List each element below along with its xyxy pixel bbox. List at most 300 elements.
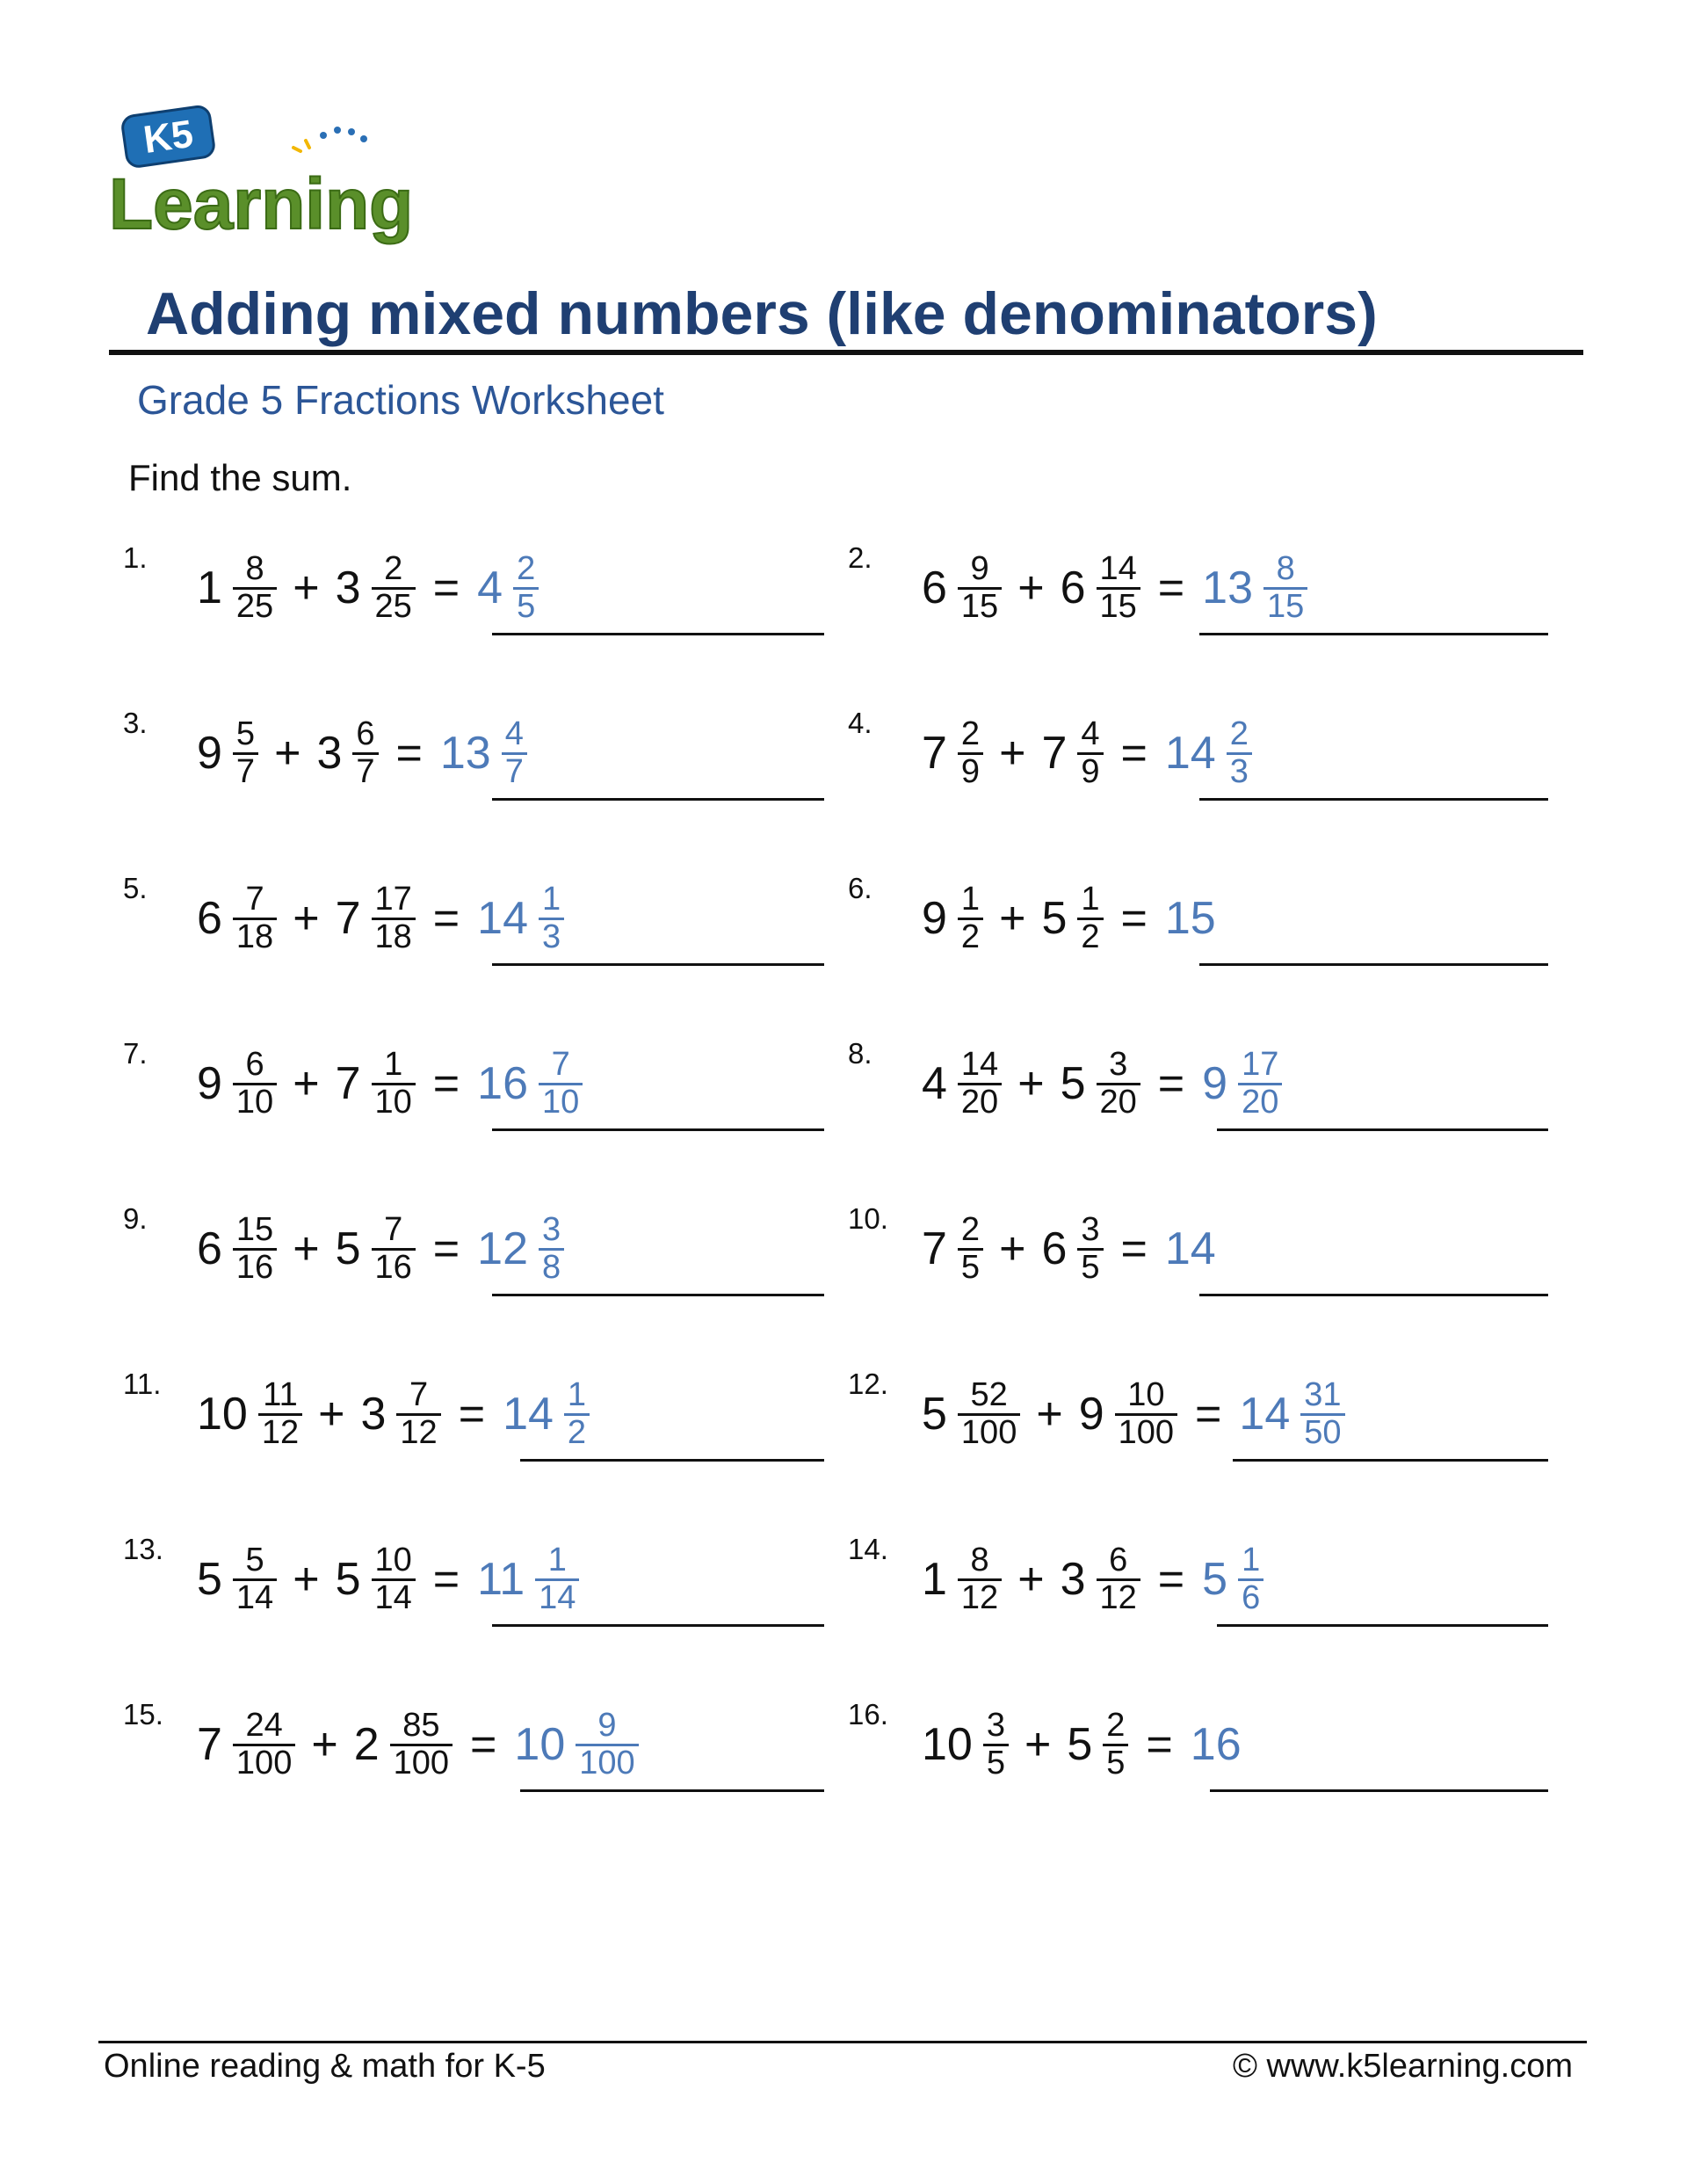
problem-item [848, 1035, 1551, 1132]
addend-a-numerator: 2 [960, 715, 981, 752]
addend-a-numerator: 11 [263, 1375, 298, 1413]
addend-a-fraction [233, 1543, 277, 1616]
addend-a-denominator: 100 [233, 1744, 295, 1781]
answer-fraction [539, 882, 564, 955]
addend-a-denominator: 16 [233, 1248, 277, 1286]
addend-a-denominator: 100 [958, 1413, 1020, 1451]
addend-b-numerator: 1 [384, 1045, 403, 1083]
addend-b-fraction [372, 1045, 416, 1121]
problem-number: 3. [123, 707, 148, 739]
answer-line [492, 1128, 824, 1131]
plus-sign: + [274, 728, 301, 779]
answer-numerator: 31 [1304, 1375, 1342, 1413]
addend-a-fraction [233, 1706, 295, 1781]
plus-sign: + [293, 1223, 320, 1274]
addend-b-numerator: 7 [409, 1375, 429, 1413]
answer-whole: 14 [1164, 1223, 1216, 1274]
answer-value [1156, 892, 1227, 945]
plus-sign: + [318, 1389, 345, 1440]
addend-a-numerator: 1 [960, 880, 981, 918]
equals-sign: = [1157, 562, 1185, 613]
worksheet-subtitle: Grade 5 Fractions Worksheet [137, 377, 664, 423]
answer-numerator: 1 [567, 1375, 587, 1413]
addend-b-numerator: 17 [374, 880, 412, 918]
addend-a-numerator: 8 [970, 1541, 989, 1578]
answer-value [1230, 1375, 1344, 1451]
answer-fraction [1238, 1045, 1282, 1121]
answer-value [1193, 1045, 1282, 1121]
answer-line [1199, 963, 1548, 966]
answer-line [492, 963, 824, 966]
addend-a-whole: 6 [922, 562, 947, 613]
addend-b-whole: 7 [335, 1058, 361, 1109]
addend-b-denominator: 100 [1115, 1413, 1177, 1451]
addend-b-whole: 3 [335, 562, 361, 613]
addend-a-denominator: 12 [958, 1578, 1002, 1616]
answer-denominator: 15 [1263, 587, 1307, 625]
addend-b-fraction [372, 1210, 416, 1286]
problem-number: 13. [123, 1533, 163, 1565]
addend-b-whole: 5 [1060, 1058, 1086, 1109]
answer-whole: 14 [503, 1389, 554, 1440]
answer-line [520, 1789, 824, 1792]
addend-b-whole: 3 [1060, 1554, 1086, 1605]
problem-item [123, 870, 826, 967]
addend-b-fraction [390, 1706, 453, 1781]
addend-a-numerator: 9 [970, 549, 989, 587]
answer-denominator: 3 [539, 918, 564, 955]
plus-sign: + [311, 1719, 338, 1770]
addend-a-denominator: 7 [233, 752, 258, 790]
addend-a-whole: 7 [922, 728, 947, 779]
addend-a-fraction [958, 1045, 1002, 1121]
answer-line [1217, 1128, 1548, 1131]
answer-whole: 5 [1202, 1554, 1228, 1605]
worksheet-title: Adding mixed numbers (like denominators) [146, 280, 1378, 347]
problem-expression [922, 1201, 1227, 1297]
addend-b-whole: 6 [1060, 562, 1086, 613]
addend-b-numerator: 1 [1081, 880, 1100, 918]
addend-a-numerator: 24 [245, 1706, 283, 1744]
addend-a-whole: 9 [197, 728, 222, 779]
answer-fraction [1300, 1375, 1344, 1451]
answer-fraction [1263, 549, 1307, 625]
svg-text:Learning: Learning [109, 164, 413, 244]
plus-sign: + [1017, 1554, 1045, 1605]
addend-b-denominator: 12 [1097, 1578, 1140, 1616]
answer-line [492, 633, 824, 635]
addend-b-fraction [396, 1375, 440, 1451]
problem-item [848, 1531, 1551, 1628]
answer-whole: 16 [1190, 1719, 1242, 1770]
problem-expression [197, 1696, 639, 1793]
answer-fraction [1238, 1543, 1263, 1616]
addend-a-denominator: 14 [233, 1578, 277, 1616]
addend-b-whole: 5 [335, 1223, 361, 1274]
plus-sign: + [999, 893, 1026, 944]
addend-a-numerator: 3 [986, 1706, 1005, 1744]
addend-a-fraction [233, 717, 258, 790]
answer-denominator: 14 [535, 1578, 579, 1616]
answer-numerator: 8 [1276, 549, 1295, 587]
answer-value [468, 1210, 564, 1286]
addend-b-denominator: 14 [372, 1578, 416, 1616]
answer-numerator: 2 [517, 549, 536, 587]
answer-whole: 11 [477, 1554, 525, 1605]
answer-line [520, 1459, 824, 1462]
equals-sign: = [1120, 1223, 1148, 1274]
answer-line [1199, 633, 1548, 635]
addend-a-whole: 10 [197, 1389, 248, 1440]
answer-whole: 13 [439, 728, 491, 779]
problem-item [848, 1696, 1551, 1793]
equals-sign: = [432, 1554, 460, 1605]
addend-a-fraction [233, 1210, 277, 1286]
addend-a-denominator: 10 [233, 1083, 277, 1121]
answer-denominator: 7 [502, 752, 527, 790]
addend-a-whole: 7 [197, 1719, 222, 1770]
problem-expression [922, 870, 1227, 967]
answer-value [1182, 1718, 1252, 1771]
addend-a-whole: 9 [922, 893, 947, 944]
addend-b-fraction [1097, 1543, 1140, 1616]
answer-denominator: 50 [1300, 1413, 1344, 1451]
addend-b-numerator: 2 [384, 549, 403, 587]
answer-line [492, 798, 824, 801]
addend-b-whole: 9 [1078, 1389, 1104, 1440]
problem-expression [197, 870, 564, 967]
answer-fraction [513, 549, 539, 625]
addend-a-whole: 6 [197, 1223, 222, 1274]
problem-number: 1. [123, 541, 148, 574]
addend-b-denominator: 15 [1097, 587, 1140, 625]
addend-b-fraction [1097, 1045, 1140, 1121]
problem-expression [197, 1035, 583, 1132]
answer-numerator: 3 [542, 1210, 561, 1248]
addend-b-numerator: 7 [384, 1210, 403, 1248]
answer-numerator: 7 [551, 1045, 570, 1083]
addend-a-denominator: 5 [983, 1744, 1009, 1781]
addend-b-fraction [1097, 549, 1140, 625]
problem-expression [197, 1531, 579, 1628]
addend-a-numerator: 6 [245, 1045, 264, 1083]
addend-b-denominator: 2 [1077, 918, 1103, 955]
answer-numerator: 9 [597, 1706, 617, 1744]
answer-fraction [539, 1210, 564, 1286]
problem-number: 5. [123, 872, 148, 904]
plus-sign: + [1017, 562, 1045, 613]
addend-b-fraction [1103, 1706, 1128, 1781]
addend-a-fraction [958, 549, 1002, 625]
addend-b-whole: 2 [353, 1719, 380, 1770]
answer-whole: 14 [477, 893, 528, 944]
addend-a-whole: 7 [922, 1223, 947, 1274]
plus-sign: + [999, 728, 1026, 779]
problem-item [848, 540, 1551, 636]
problem-number: 7. [123, 1037, 148, 1070]
addend-a-fraction [233, 882, 277, 955]
equals-sign: = [432, 893, 460, 944]
addend-a-whole: 6 [197, 893, 222, 944]
problem-expression [922, 1035, 1282, 1132]
answer-fraction [539, 1045, 583, 1121]
footer-tagline: Online reading & math for K-5 [104, 2048, 546, 2085]
addend-a-whole: 5 [197, 1554, 222, 1605]
addend-b-whole: 5 [335, 1554, 361, 1605]
addend-b-fraction [372, 1543, 416, 1616]
addend-b-fraction [352, 717, 378, 790]
answer-value [468, 1045, 583, 1121]
equals-sign: = [395, 728, 423, 779]
addend-b-whole: 3 [360, 1389, 387, 1440]
k5-learning-logo [105, 105, 413, 246]
equals-sign: = [470, 1719, 497, 1770]
addend-a-whole: 1 [197, 562, 222, 613]
answer-numerator: 1 [547, 1541, 567, 1578]
addend-b-denominator: 25 [372, 587, 416, 625]
addend-a-numerator: 7 [245, 880, 264, 918]
problem-item [848, 1201, 1551, 1297]
equals-sign: = [1146, 1719, 1173, 1770]
problem-number: 15. [123, 1698, 163, 1731]
answer-numerator: 2 [1229, 715, 1249, 752]
answer-denominator: 5 [513, 587, 539, 625]
answer-whole: 4 [477, 562, 503, 613]
addend-b-denominator: 5 [1077, 1248, 1103, 1286]
addend-b-numerator: 6 [1109, 1541, 1128, 1578]
answer-denominator: 20 [1238, 1083, 1282, 1121]
equals-sign: = [1120, 893, 1148, 944]
answer-whole: 14 [1239, 1389, 1291, 1440]
answer-fraction [535, 1543, 579, 1616]
addend-b-fraction [372, 549, 416, 625]
answer-value [1156, 717, 1252, 790]
equals-sign: = [1120, 728, 1148, 779]
answer-numerator: 1 [542, 880, 561, 918]
addend-b-denominator: 5 [1103, 1744, 1128, 1781]
equals-sign: = [1195, 1389, 1222, 1440]
addend-a-fraction [958, 1375, 1020, 1451]
addend-b-numerator: 6 [356, 715, 375, 752]
answer-line [1199, 798, 1548, 801]
answer-whole: 10 [514, 1719, 566, 1770]
footer-copyright: © www.k5learning.com [1232, 2048, 1573, 2085]
addend-b-fraction [1077, 882, 1103, 955]
addend-b-numerator: 3 [1081, 1210, 1100, 1248]
addend-a-denominator: 25 [233, 587, 277, 625]
answer-denominator: 8 [539, 1248, 564, 1286]
problem-expression [197, 1201, 564, 1297]
problem-expression [922, 705, 1252, 802]
plus-sign: + [1024, 1719, 1052, 1770]
addend-b-whole: 5 [1067, 1719, 1093, 1770]
instruction-text: Find the sum. [128, 457, 352, 498]
addend-a-fraction [958, 882, 983, 955]
addend-b-numerator: 2 [1106, 1706, 1126, 1744]
addend-b-numerator: 10 [1127, 1375, 1165, 1413]
answer-value [1156, 1223, 1227, 1275]
answer-whole: 14 [1164, 728, 1216, 779]
title-divider [109, 350, 1583, 355]
addend-a-denominator: 9 [958, 752, 983, 790]
problem-number: 12. [848, 1368, 888, 1400]
addend-b-numerator: 14 [1099, 549, 1137, 587]
addend-a-denominator: 12 [258, 1413, 302, 1451]
addend-a-numerator: 5 [245, 1541, 264, 1578]
equals-sign: = [432, 1223, 460, 1274]
addend-a-whole: 1 [922, 1554, 947, 1605]
problem-item [123, 1035, 826, 1132]
addend-b-numerator: 85 [402, 1706, 440, 1744]
answer-whole: 16 [477, 1058, 528, 1109]
answer-line [492, 1624, 824, 1627]
answer-value [494, 1375, 590, 1451]
problem-number: 8. [848, 1037, 872, 1070]
addend-a-numerator: 5 [235, 715, 256, 752]
addend-b-denominator: 100 [390, 1744, 453, 1781]
problem-item [123, 1696, 826, 1793]
addend-a-denominator: 20 [958, 1083, 1002, 1121]
addend-a-whole: 5 [922, 1389, 947, 1440]
addend-b-fraction [1077, 1210, 1103, 1286]
addend-a-fraction [958, 717, 983, 790]
addend-a-whole: 9 [197, 1058, 222, 1109]
addend-a-fraction [233, 1045, 277, 1121]
answer-fraction [502, 717, 527, 790]
addend-a-numerator: 14 [960, 1045, 999, 1083]
plus-sign: + [293, 893, 320, 944]
equals-sign: = [432, 1058, 460, 1109]
problem-expression [197, 705, 527, 802]
answer-whole: 9 [1202, 1058, 1228, 1109]
problem-expression [197, 1366, 590, 1462]
plus-sign: + [293, 1554, 320, 1605]
addend-b-denominator: 16 [372, 1248, 416, 1286]
answer-denominator: 6 [1238, 1578, 1263, 1616]
answer-whole: 15 [1164, 893, 1216, 944]
problem-number: 2. [848, 541, 872, 574]
addend-b-whole: 6 [1041, 1223, 1068, 1274]
plus-sign: + [999, 1223, 1026, 1274]
answer-value [468, 882, 564, 955]
addend-b-fraction [1077, 717, 1103, 790]
addend-b-denominator: 12 [396, 1413, 440, 1451]
addend-b-whole: 3 [316, 728, 343, 779]
addend-a-whole: 4 [922, 1058, 947, 1109]
problem-item [123, 1366, 826, 1462]
answer-denominator: 10 [539, 1083, 583, 1121]
problem-item [123, 705, 826, 802]
equals-sign: = [1157, 1554, 1185, 1605]
addend-b-denominator: 20 [1097, 1083, 1140, 1121]
addend-a-denominator: 5 [958, 1248, 983, 1286]
problem-expression [922, 1696, 1252, 1793]
answer-line [1233, 1459, 1548, 1462]
addend-a-numerator: 52 [970, 1375, 1008, 1413]
addend-a-fraction [958, 1543, 1002, 1616]
answer-value [1193, 549, 1307, 625]
answer-line [1210, 1789, 1548, 1792]
answer-value [431, 717, 527, 790]
footer-divider [98, 2041, 1587, 2043]
addend-a-fraction [258, 1375, 302, 1451]
problem-number: 6. [848, 872, 872, 904]
answer-numerator: 1 [1242, 1541, 1261, 1578]
addend-b-whole: 5 [1041, 893, 1068, 944]
answer-fraction [1227, 717, 1252, 790]
answer-whole: 13 [1202, 562, 1253, 613]
problem-number: 14. [848, 1533, 888, 1565]
problem-expression [922, 540, 1307, 636]
addend-b-denominator: 7 [352, 752, 378, 790]
problem-number: 9. [123, 1202, 148, 1235]
addend-b-whole: 7 [335, 893, 361, 944]
answer-line [1199, 1294, 1548, 1296]
problem-item [848, 1366, 1551, 1462]
problem-number: 4. [848, 707, 872, 739]
plus-sign: + [293, 562, 320, 613]
addend-a-denominator: 2 [958, 918, 983, 955]
addend-b-denominator: 18 [372, 918, 416, 955]
answer-value [468, 1543, 579, 1616]
problem-number: 10. [848, 1202, 888, 1235]
answer-value [505, 1706, 638, 1781]
addend-a-fraction [958, 1210, 983, 1286]
addend-a-denominator: 18 [233, 918, 277, 955]
problem-item [123, 540, 826, 636]
equals-sign: = [1157, 1058, 1185, 1109]
answer-whole: 12 [477, 1223, 528, 1274]
addend-b-whole: 7 [1041, 728, 1068, 779]
answer-denominator: 2 [564, 1413, 590, 1451]
equals-sign: = [432, 562, 460, 613]
problem-item [123, 1201, 826, 1297]
addend-b-numerator: 10 [374, 1541, 412, 1578]
answer-numerator: 17 [1242, 1045, 1279, 1083]
problem-number: 16. [848, 1698, 888, 1731]
problem-item [123, 1531, 826, 1628]
addend-a-denominator: 15 [958, 587, 1002, 625]
addend-b-fraction [372, 882, 416, 955]
answer-value [1193, 1543, 1263, 1616]
addend-a-fraction [983, 1706, 1009, 1781]
svg-text:K5: K5 [141, 112, 196, 163]
answer-fraction [576, 1706, 638, 1781]
answer-fraction [564, 1375, 590, 1451]
addend-a-numerator: 8 [245, 549, 264, 587]
equals-sign: = [458, 1389, 486, 1440]
addend-a-fraction [233, 549, 277, 625]
addend-b-denominator: 10 [372, 1083, 416, 1121]
addend-b-numerator: 3 [1109, 1045, 1128, 1083]
answer-line [1217, 1624, 1548, 1627]
answer-line [492, 1294, 824, 1296]
answer-numerator: 4 [504, 715, 524, 752]
addend-a-numerator: 2 [960, 1210, 981, 1248]
addend-a-whole: 10 [922, 1719, 973, 1770]
addend-b-fraction [1115, 1375, 1177, 1451]
plus-sign: + [1017, 1058, 1045, 1109]
plus-sign: + [293, 1058, 320, 1109]
answer-denominator: 100 [576, 1744, 638, 1781]
problem-item [848, 705, 1551, 802]
problem-expression [922, 1366, 1345, 1462]
problem-number: 11. [123, 1368, 162, 1400]
answer-value [468, 549, 539, 625]
problem-expression [922, 1531, 1263, 1628]
problem-item [848, 870, 1551, 967]
answer-denominator: 3 [1227, 752, 1252, 790]
